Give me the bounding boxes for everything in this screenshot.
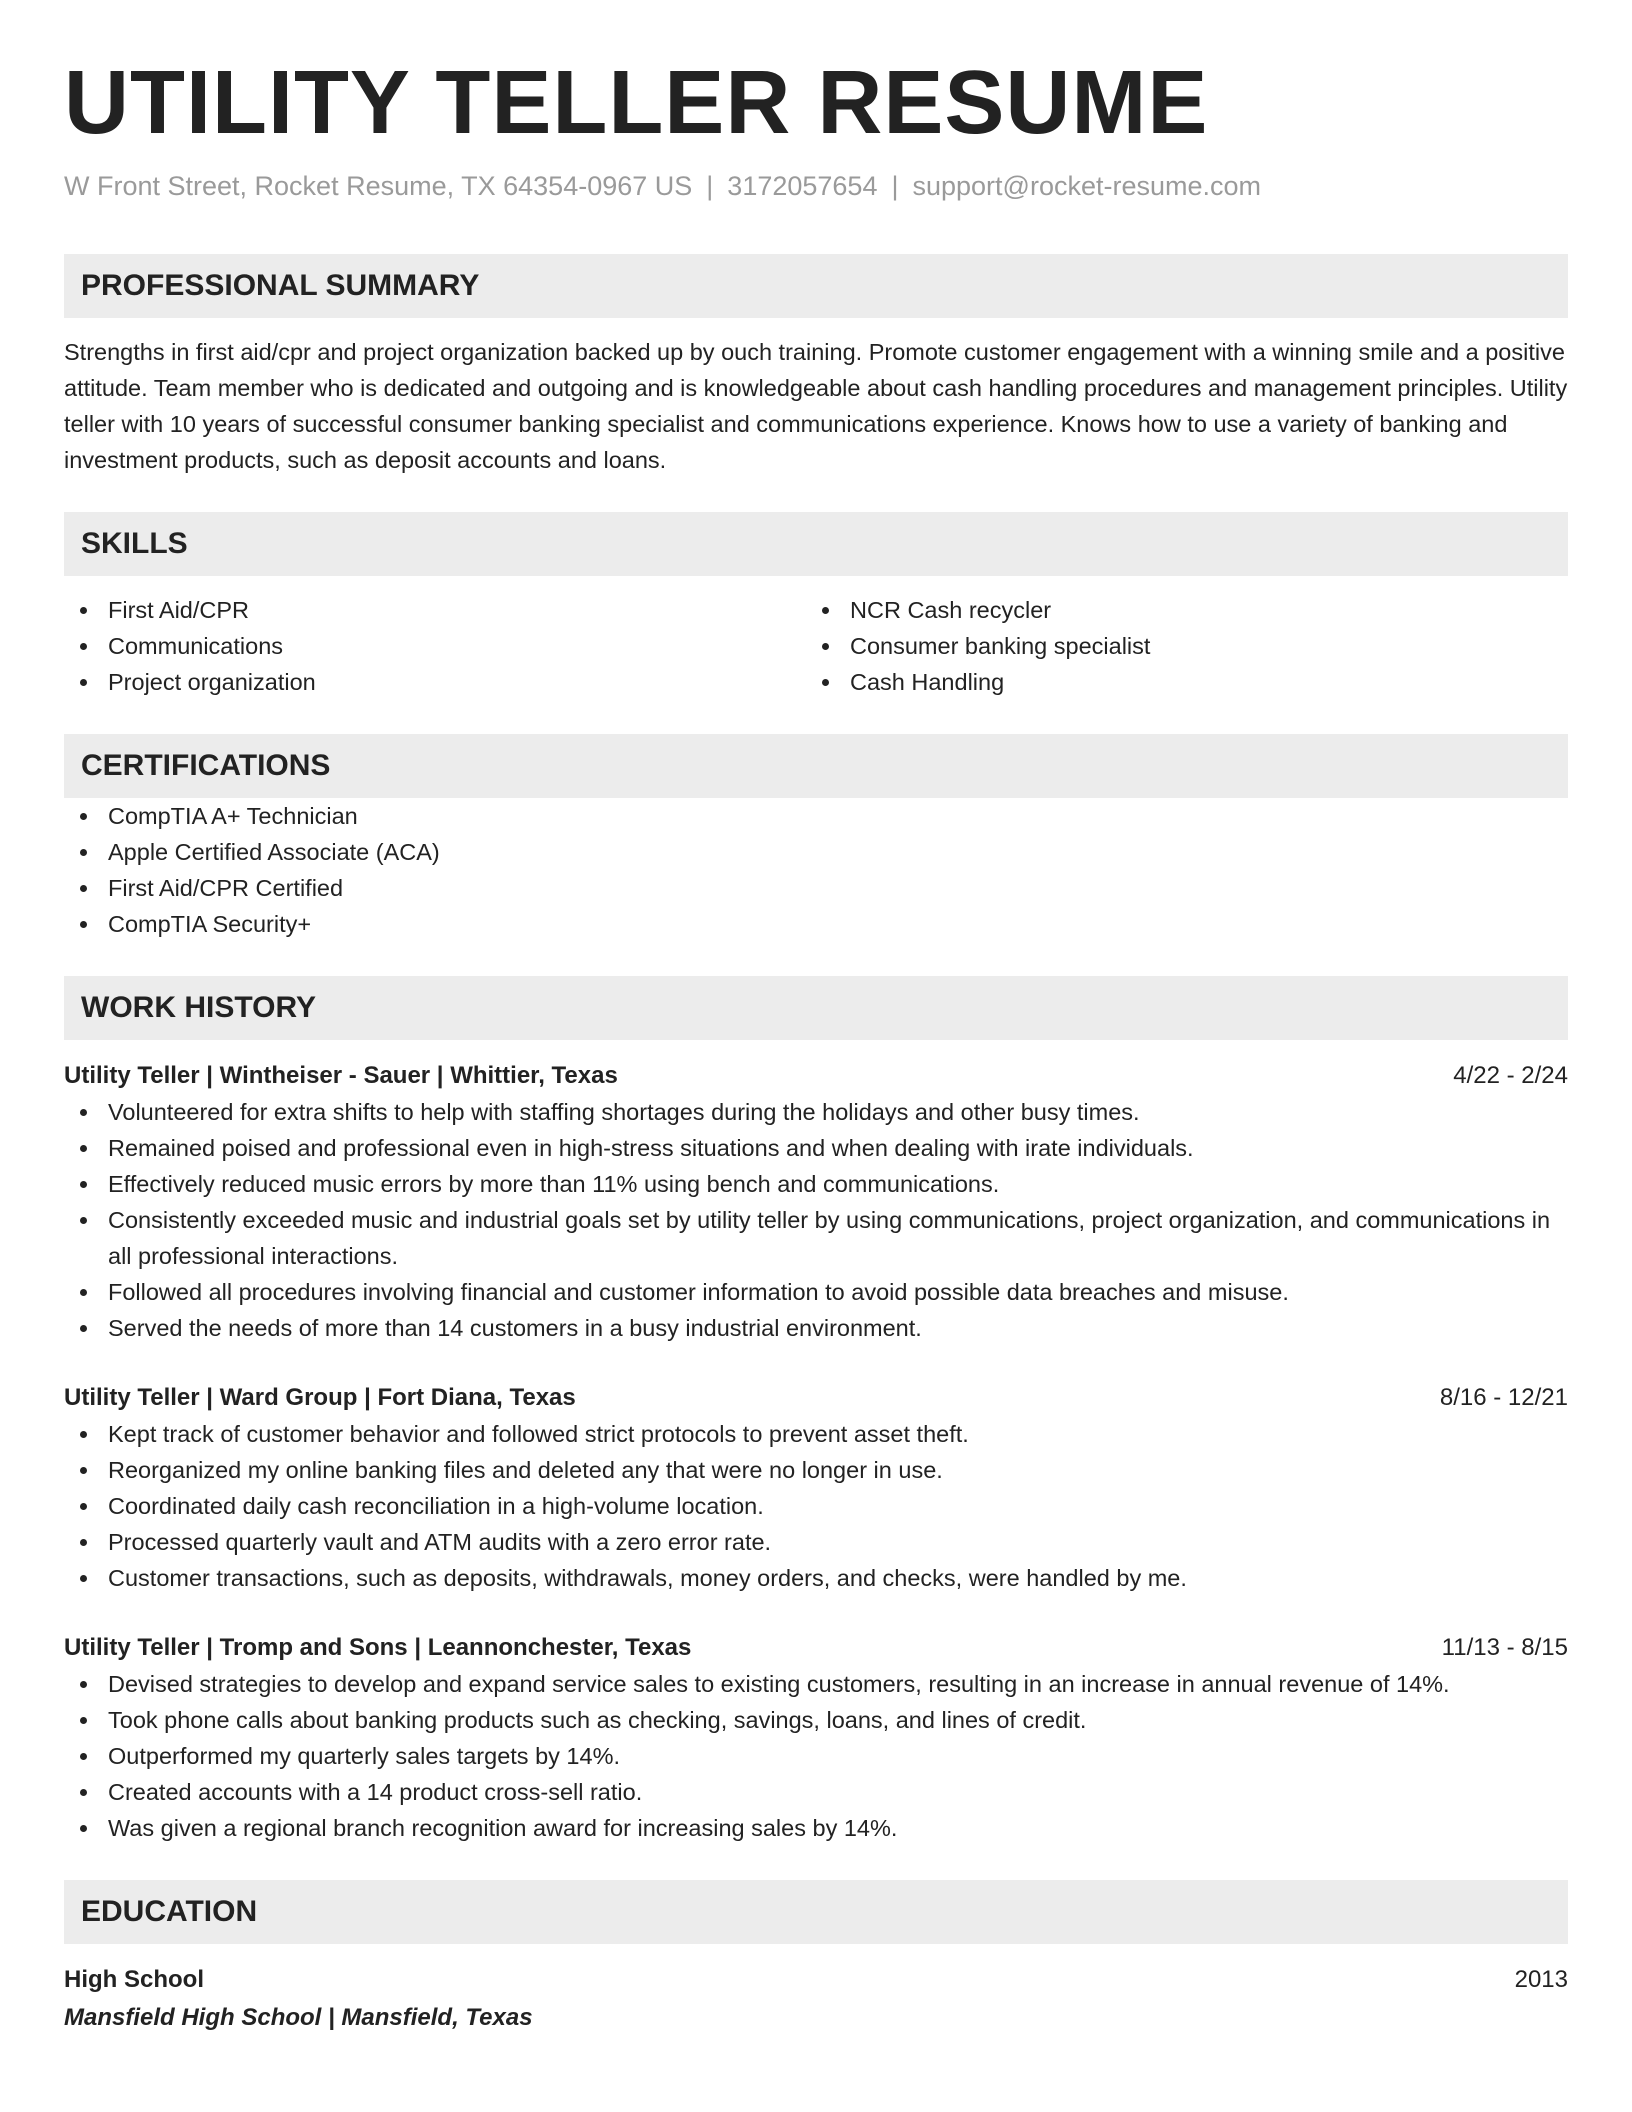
job-bullets <box>64 1094 1568 1346</box>
job-entry <box>64 1058 1568 1346</box>
education-header <box>64 1962 1568 1998</box>
certifications-list <box>64 798 1568 942</box>
section-header-certifications: CERTIFICATIONS <box>64 734 1568 798</box>
job-bullet: Was given a regional branch recognition award for increasing sales by 14%. <box>64 1810 1568 1846</box>
job-bullet: Coordinated daily cash reconciliation in a high-volume location. <box>64 1488 1568 1524</box>
job-header <box>64 1058 1568 1094</box>
skill-item: Consumer banking specialist <box>806 628 1548 664</box>
skills-column-right <box>806 592 1548 700</box>
contact-line <box>64 168 1568 204</box>
certification-item: First Aid/CPR Certified <box>64 870 1568 906</box>
contact-separator: | <box>891 171 899 201</box>
job-title: Utility Teller | Wintheiser - Sauer | Whittier, Texas <box>64 1062 618 1089</box>
job-bullet: Remained poised and professional even in high-stress situations and when dealing with irate individuals. <box>64 1130 1568 1166</box>
certification-item: CompTIA Security+ <box>64 906 1568 942</box>
skill-item: NCR Cash recycler <box>806 592 1548 628</box>
education-degree: High School <box>64 1966 204 1993</box>
job-bullet: Devised strategies to develop and expand service sales to existing customers, resulting in an increase in annual revenue of 14%. <box>64 1666 1568 1702</box>
section-header-skills: SKILLS <box>64 512 1568 576</box>
job-bullet: Volunteered for extra shifts to help with staffing shortages during the holidays and other busy times. <box>64 1094 1568 1130</box>
job-bullet: Effectively reduced music errors by more than 11% using bench and communications. <box>64 1166 1568 1202</box>
job-header <box>64 1630 1568 1666</box>
skill-item: First Aid/CPR <box>64 592 806 628</box>
job-bullet: Customer transactions, such as deposits, withdrawals, money orders, and checks, were handled by me. <box>64 1560 1568 1596</box>
contact-phone: 3172057654 <box>727 171 878 201</box>
job-bullet: Outperformed my quarterly sales targets by 14%. <box>64 1738 1568 1774</box>
contact-email: support@rocket-resume.com <box>912 171 1262 201</box>
section-header-education: EDUCATION <box>64 1880 1568 1944</box>
job-dates: 4/22 - 2/24 <box>1453 1062 1568 1089</box>
skills-column-left <box>64 592 806 700</box>
contact-separator: | <box>706 171 714 201</box>
job-bullets <box>64 1666 1568 1846</box>
skills-list <box>64 592 1568 700</box>
job-bullet: Reorganized my online banking files and deleted any that were no longer in use. <box>64 1452 1568 1488</box>
job-dates: 11/13 - 8/15 <box>1441 1634 1568 1661</box>
certification-item: Apple Certified Associate (ACA) <box>64 834 1568 870</box>
job-bullet: Kept track of customer behavior and followed strict protocols to prevent asset theft. <box>64 1416 1568 1452</box>
job-title: Utility Teller | Tromp and Sons | Leannonchester, Texas <box>64 1634 692 1661</box>
job-header <box>64 1380 1568 1416</box>
skill-item: Cash Handling <box>806 664 1548 700</box>
resume-page <box>64 52 1568 2036</box>
skill-item: Project organization <box>64 664 806 700</box>
skill-item: Communications <box>64 628 806 664</box>
section-header-summary: PROFESSIONAL SUMMARY <box>64 254 1568 318</box>
job-bullets <box>64 1416 1568 1596</box>
job-title: Utility Teller | Ward Group | Fort Diana, Texas <box>64 1384 576 1411</box>
job-bullet: Created accounts with a 14 product cross-sell ratio. <box>64 1774 1568 1810</box>
job-bullet: Followed all procedures involving financial and customer information to avoid possible data breaches and misuse. <box>64 1274 1568 1310</box>
job-entry <box>64 1380 1568 1596</box>
education-school: Mansfield High School | Mansfield, Texas <box>64 2004 533 2031</box>
job-dates: 8/16 - 12/21 <box>1439 1384 1568 1411</box>
job-bullet: Processed quarterly vault and ATM audits with a zero error rate. <box>64 1524 1568 1560</box>
resume-title: UTILITY TELLER RESUME <box>64 53 1209 153</box>
summary-text: Strengths in first aid/cpr and project organization backed up by ouch training. Promote customer engagement with a winning smile and a positive attitude. Team member who is dedicated and outgoing and is knowledgeable about cash handling procedures and management principles. Utility teller with 10 years of successful consumer banking specialist and communications experience. Knows how to use a variety of banking and investment products, such as deposit accounts and loans. <box>64 339 1568 473</box>
section-header-work-history: WORK HISTORY <box>64 976 1568 1040</box>
job-entry <box>64 1630 1568 1846</box>
job-bullet: Served the needs of more than 14 customers in a busy industrial environment. <box>64 1310 1568 1346</box>
contact-address: W Front Street, Rocket Resume, TX 64354-0967 US <box>64 171 693 201</box>
certification-item: CompTIA A+ Technician <box>64 798 1568 834</box>
education-year: 2013 <box>1514 1966 1568 1993</box>
job-bullet: Consistently exceeded music and industrial goals set by utility teller by using communications, project organization, and communications in all professional interactions. <box>64 1202 1568 1274</box>
job-bullet: Took phone calls about banking products such as checking, savings, loans, and lines of credit. <box>64 1702 1568 1738</box>
